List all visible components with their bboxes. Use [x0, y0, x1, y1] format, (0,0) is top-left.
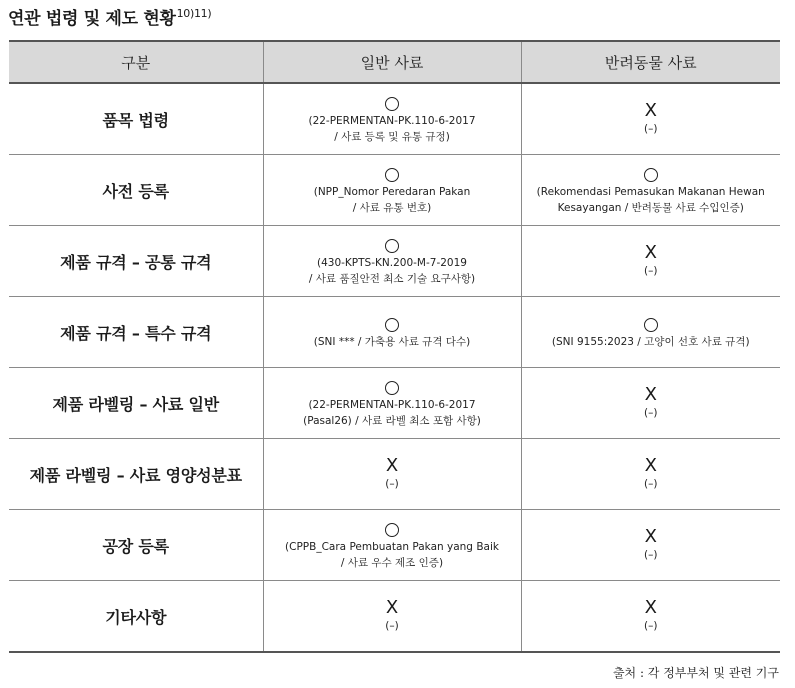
x-mark: X — [644, 526, 657, 547]
x-mark: X — [644, 100, 657, 121]
pet-food-cell — [521, 226, 780, 297]
general-feed-cell — [263, 581, 521, 653]
circle-mark-icon — [385, 318, 399, 332]
row-category: 기타사항 — [9, 581, 263, 653]
pet-food-cell — [521, 439, 780, 510]
header-pet-food: 반려동물 사료 — [521, 41, 780, 83]
x-mark: X — [644, 597, 657, 618]
general-feed-cell — [263, 226, 521, 297]
table-row — [9, 226, 780, 297]
cell-note: (Rekomendasi Pemasukan Makanan Hewan Kesayangan / 반려동물 사료 수입인증) — [536, 185, 765, 214]
general-feed-cell — [263, 83, 521, 155]
row-category: 공장 등록 — [9, 510, 263, 581]
row-category: 제품 라벨링 – 사료 일반 — [9, 368, 263, 439]
table-header-row — [9, 41, 780, 83]
cell-note: (–) — [644, 123, 658, 135]
cell-note: (–) — [385, 620, 399, 632]
circle-mark-icon — [385, 239, 399, 253]
pet-food-cell — [521, 83, 780, 155]
table-row — [9, 581, 780, 653]
regulation-table — [9, 40, 780, 653]
circle-mark-icon — [385, 523, 399, 537]
table-row — [9, 297, 780, 368]
pet-food-cell — [521, 297, 780, 368]
table-row — [9, 439, 780, 510]
cell-note: (–) — [644, 478, 658, 490]
cell-note: (22-PERMENTAN-PK.110-6-2017 / 사료 등록 및 유통 규정) — [308, 114, 476, 143]
circle-mark-icon — [385, 97, 399, 111]
x-mark: X — [644, 242, 657, 263]
cell-note: (–) — [644, 407, 658, 419]
pet-food-cell — [521, 581, 780, 653]
cell-note: (NPP_Nomor Peredaran Pakan / 사료 유통 번호) — [313, 185, 471, 214]
header-general-feed: 일반 사료 — [263, 41, 521, 83]
circle-mark-icon — [644, 168, 658, 182]
pet-food-cell — [521, 368, 780, 439]
cell-note: (–) — [644, 620, 658, 632]
x-mark: X — [385, 455, 399, 476]
cell-note: (CPPB_Cara Pembuatan Pakan yang Baik / 사료 우수 제조 인증) — [285, 540, 499, 569]
general-feed-cell — [263, 368, 521, 439]
x-mark: X — [385, 597, 399, 618]
cell-note: (22-PERMENTAN-PK.110-6-2017 (Pasal26) / 사료 라벨 최소 포함 사항) — [303, 398, 481, 427]
row-category: 품목 법령 — [9, 83, 263, 155]
row-category: 제품 라벨링 – 사료 영양성분표 — [9, 439, 263, 510]
cell-note: (–) — [644, 549, 658, 561]
x-mark: X — [644, 455, 657, 476]
table-row — [9, 155, 780, 226]
cell-note: (430-KPTS-KN.200-M-7-2019 / 사료 품질안전 최소 기술 요구사항) — [308, 256, 476, 285]
circle-mark-icon — [385, 381, 399, 395]
title-footnote: 10)11) — [176, 7, 212, 21]
circle-mark-icon — [385, 168, 399, 182]
cell-note: (–) — [644, 265, 658, 277]
table-row — [9, 510, 780, 581]
cell-note: (SNI *** / 가축용 사료 규격 다수) — [313, 335, 471, 348]
general-feed-cell — [263, 439, 521, 510]
table-row — [9, 83, 780, 155]
general-feed-cell — [263, 155, 521, 226]
header-category: 구분 — [9, 41, 263, 83]
general-feed-cell — [263, 510, 521, 581]
x-mark: X — [644, 384, 657, 405]
circle-mark-icon — [644, 318, 658, 332]
cell-note: (SNI 9155:2023 / 고양이 선호 사료 규격) — [551, 335, 750, 348]
page-title — [8, 4, 211, 29]
row-category: 제품 규격 – 공통 규격 — [9, 226, 263, 297]
title-text: 연관 법령 및 제도 현황 — [8, 9, 176, 29]
source-note: 출처 : 각 정부부처 및 관련 기구 — [612, 666, 779, 680]
general-feed-cell — [263, 297, 521, 368]
row-category: 사전 등록 — [9, 155, 263, 226]
pet-food-cell — [521, 155, 780, 226]
row-category: 제품 규격 – 특수 규격 — [9, 297, 263, 368]
table-row — [9, 368, 780, 439]
pet-food-cell — [521, 510, 780, 581]
cell-note: (–) — [385, 478, 399, 490]
